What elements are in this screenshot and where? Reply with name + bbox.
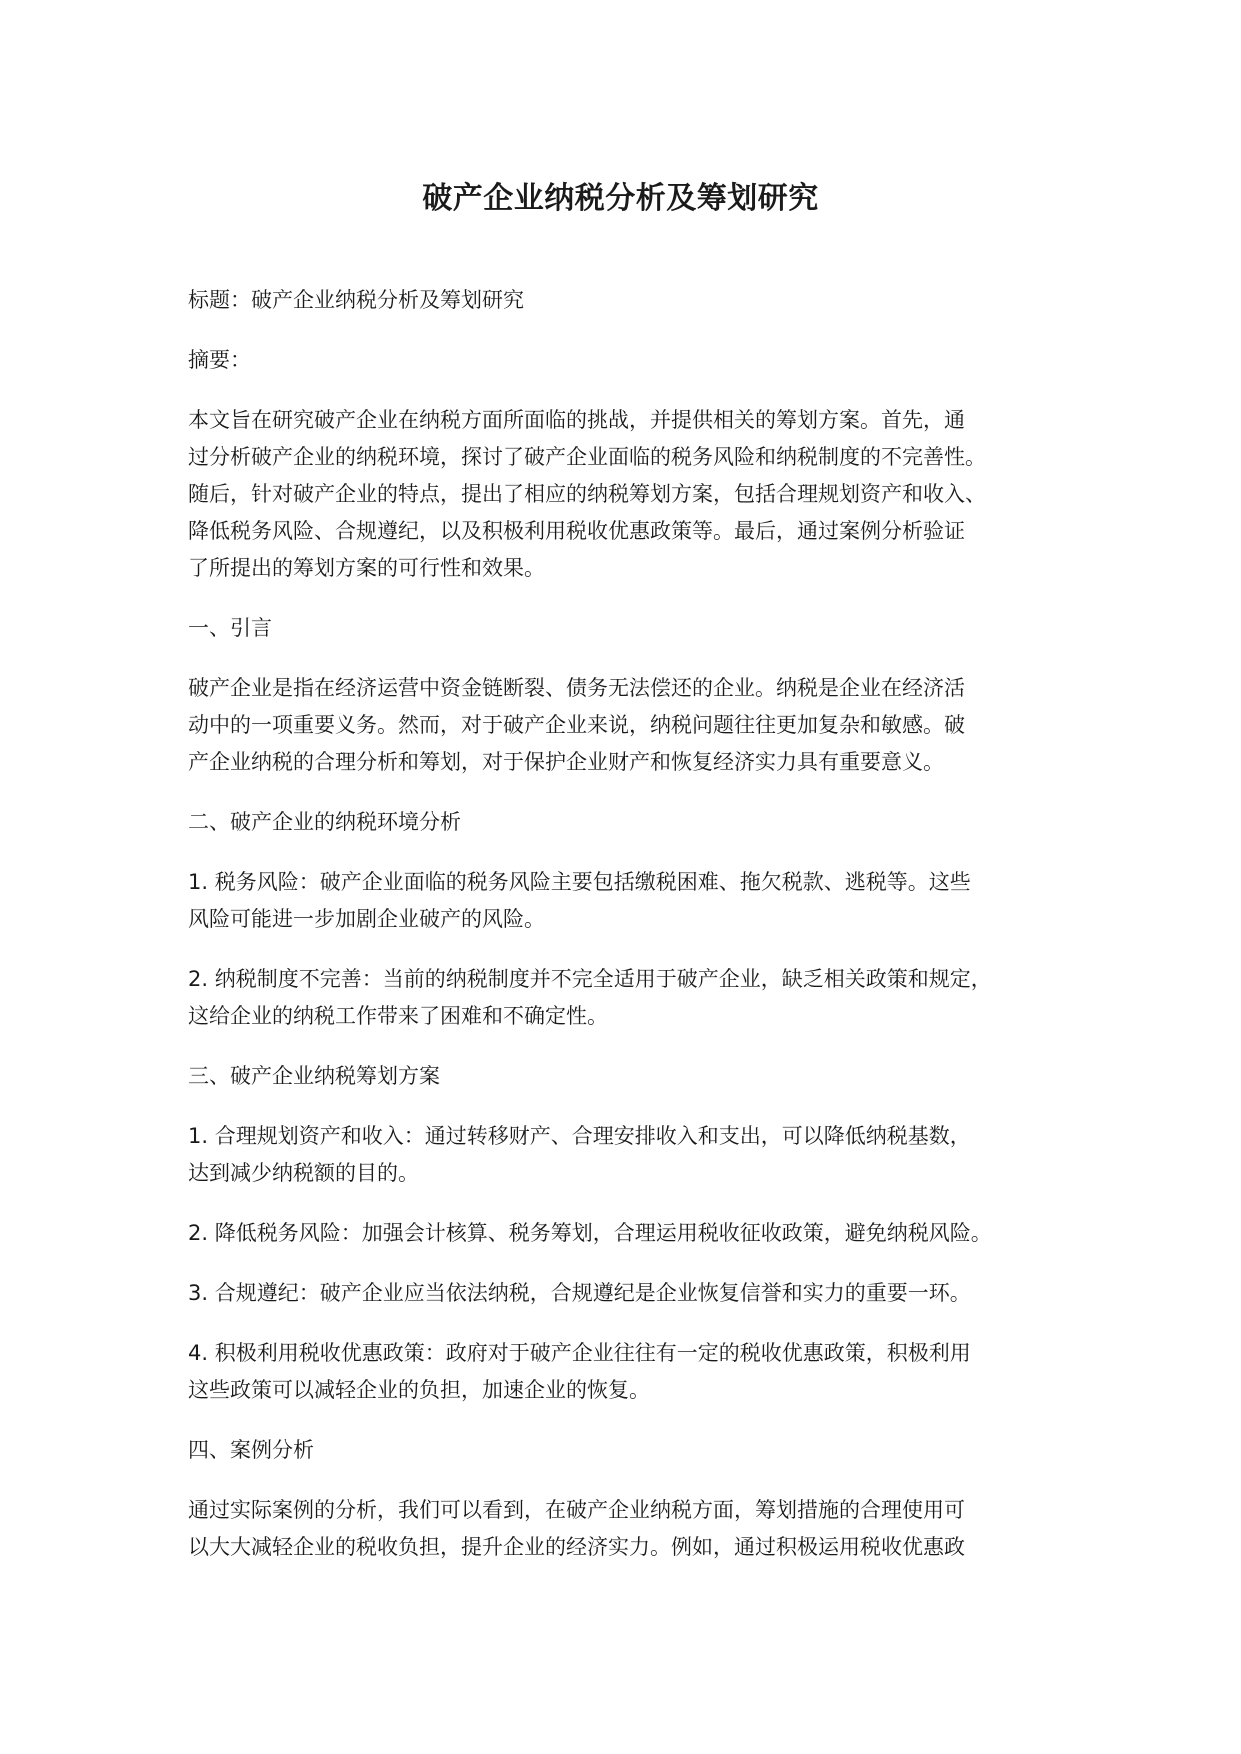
paragraph [188, 402, 1088, 587]
text-line: 本文旨在研究破产企业在纳税方面所面临的挑战，并提供相关的筹划方案。首先，通 [188, 408, 965, 432]
text-line: 了所提出的筹划方案的可行性和效果。 [188, 556, 545, 580]
text-line: 二、破产企业的纳税环境分析 [188, 810, 461, 834]
paragraph [188, 1058, 1088, 1095]
text-line: 风险可能进一步加剧企业破产的风险。 [188, 907, 545, 931]
document-title: 破产企业纳税分析及筹划研究 [422, 181, 819, 216]
paragraph [188, 282, 1088, 319]
paragraph [188, 864, 1088, 938]
text-line: 降低税务风险、合规遵纪，以及积极利用税收优惠政策等。最后，通过案例分析验证 [188, 519, 965, 543]
paragraph [188, 804, 1088, 841]
text-line: 产企业纳税的合理分析和筹划，对于保护企业财产和恢复经济实力具有重要意义。 [188, 750, 944, 774]
text-line: 三、破产企业纳税筹划方案 [188, 1064, 440, 1088]
paragraph [188, 1275, 1088, 1312]
text-line: 随后，针对破产企业的特点，提出了相应的纳税筹划方案，包括合理规划资产和收入、 [188, 482, 986, 506]
paragraph [188, 1492, 1088, 1566]
paragraph [188, 610, 1088, 647]
text-line: 破产企业是指在经济运营中资金链断裂、债务无法偿还的企业。纳税是企业在经济活 [188, 676, 965, 700]
text-line: 动中的一项重要义务。然而，对于破产企业来说，纳税问题往往更加复杂和敏感。破 [188, 713, 965, 737]
text-line: 1. 合理规划资产和收入：通过转移财产、合理安排收入和支出，可以降低纳税基数， [188, 1124, 971, 1148]
paragraph [188, 342, 1088, 379]
text-line: 标题：破产企业纳税分析及筹划研究 [188, 288, 524, 312]
text-line: 达到减少纳税额的目的。 [188, 1161, 419, 1185]
text-line: 四、案例分析 [188, 1438, 314, 1462]
text-line: 这给企业的纳税工作带来了困难和不确定性。 [188, 1004, 608, 1028]
paragraph [188, 1215, 1088, 1252]
text-line: 一、引言 [188, 616, 272, 640]
paragraph [188, 1432, 1088, 1469]
paragraph [188, 961, 1088, 1035]
paragraph [188, 670, 1088, 781]
text-line: 摘要： [188, 348, 251, 372]
paragraph [188, 1335, 1088, 1409]
text-line: 3. 合规遵纪：破产企业应当依法纳税，合规遵纪是企业恢复信誉和实力的重要一环。 [188, 1281, 971, 1305]
document-body [188, 282, 1088, 1589]
text-line: 4. 积极利用税收优惠政策：政府对于破产企业往往有一定的税收优惠政策，积极利用 [188, 1341, 971, 1365]
text-line: 2. 纳税制度不完善：当前的纳税制度并不完全适用于破产企业，缺乏相关政策和规定， [188, 967, 992, 991]
text-line: 这些政策可以减轻企业的负担，加速企业的恢复。 [188, 1378, 650, 1402]
text-line: 以大大减轻企业的税收负担，提升企业的经济实力。例如，通过积极运用税收优惠政 [188, 1535, 965, 1559]
text-line: 通过实际案例的分析，我们可以看到，在破产企业纳税方面，筹划措施的合理使用可 [188, 1498, 965, 1522]
text-line: 2. 降低税务风险：加强会计核算、税务筹划，合理运用税收征收政策，避免纳税风险。 [188, 1221, 992, 1245]
paragraph [188, 1118, 1088, 1192]
text-line: 1. 税务风险：破产企业面临的税务风险主要包括缴税困难、拖欠税款、逃税等。这些 [188, 870, 971, 894]
text-line: 过分析破产企业的纳税环境，探讨了破产企业面临的税务风险和纳税制度的不完善性。 [188, 445, 986, 469]
